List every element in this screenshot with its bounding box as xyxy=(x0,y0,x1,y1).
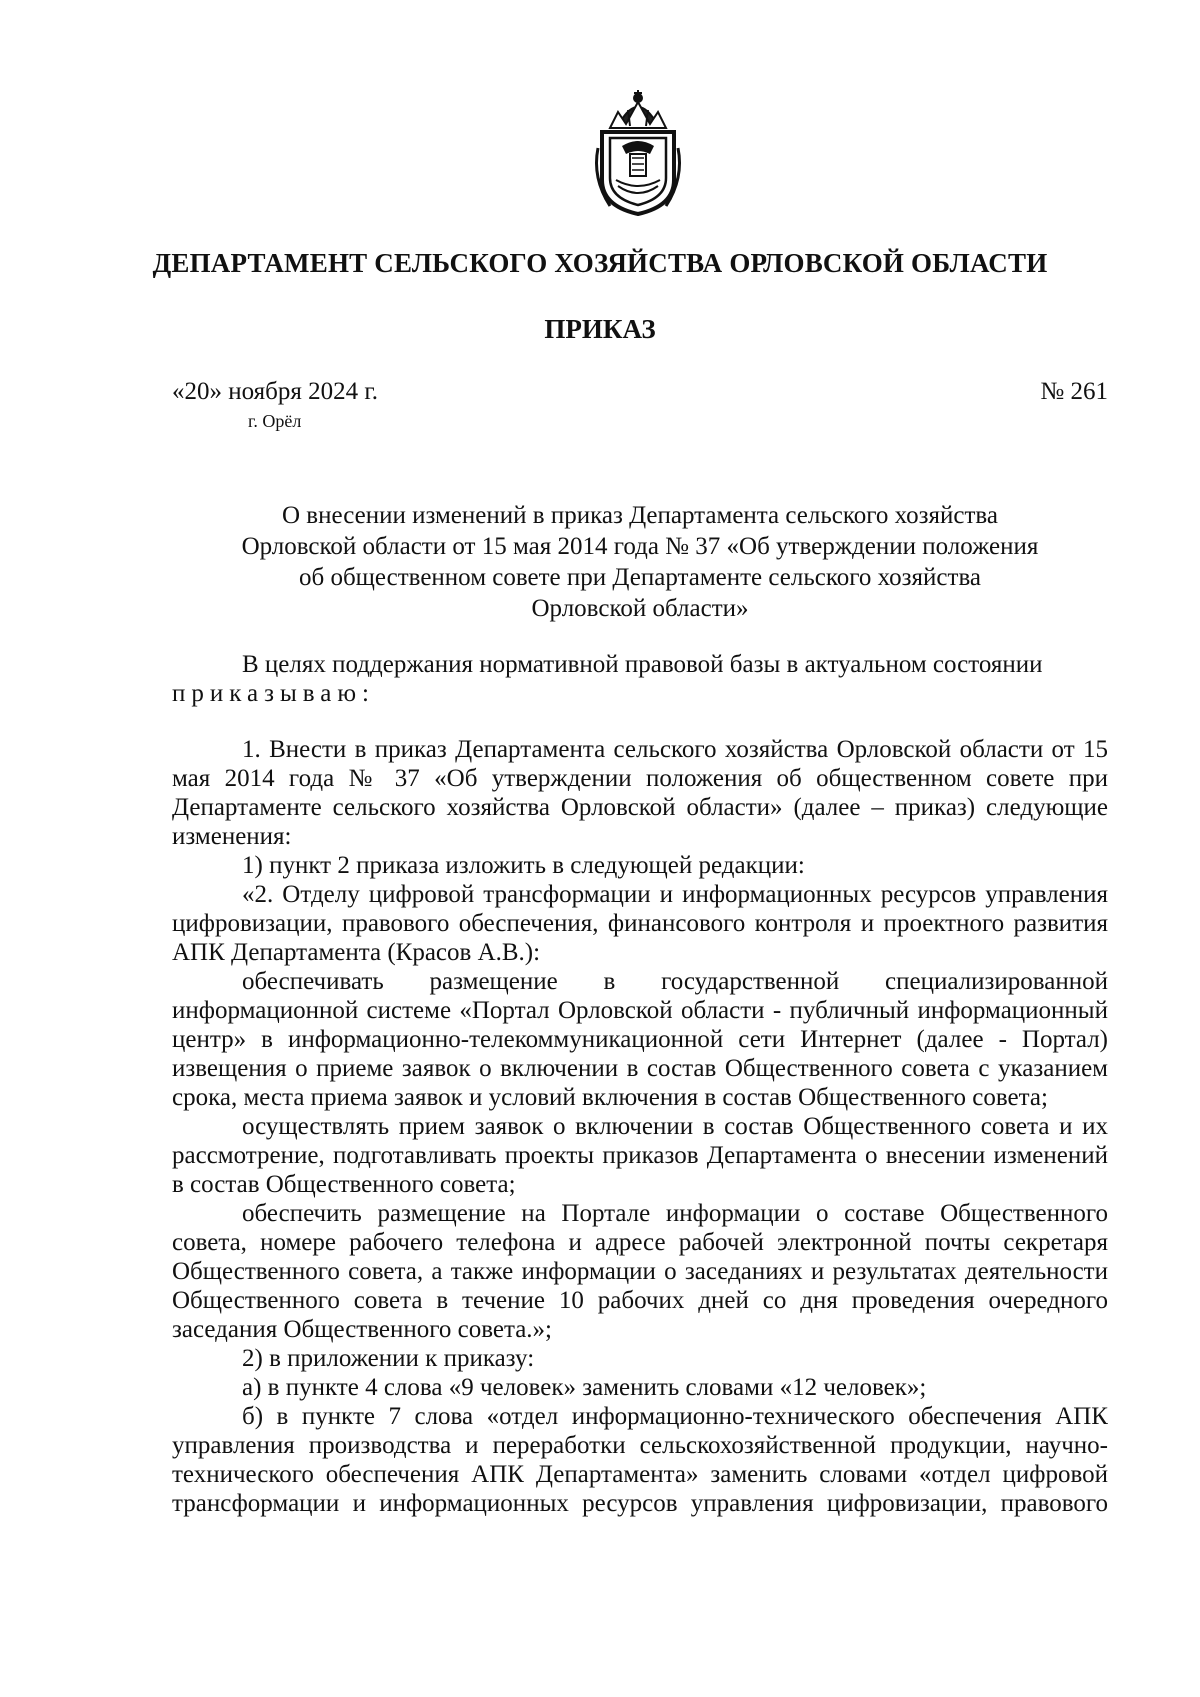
coat-of-arms-icon xyxy=(588,88,688,218)
item-1: 1. Внести в приказ Департамента сельского хозяйства Орловской области от 15 мая 2014 года № 37 «Об утверждении положения об общественном совете при Департаменте сельского хозяйства Орловской области» (далее – приказ) следующие изменения: xyxy=(172,736,1108,850)
order-number: № 261 xyxy=(1040,378,1108,405)
item-1-1-text: «2. Отделу цифровой трансформации и информационных ресурсов управления цифровизации, правового обеспечения, финансового контроля и проектного развития АПК Департамента (Красов А.В.): xyxy=(172,881,1108,966)
decree-word: приказываю: xyxy=(172,680,375,707)
order-body xyxy=(172,650,1108,1518)
item-1-2-a: а) в пункте 4 слова «9 человек» заменить словами «12 человек»; xyxy=(242,1374,927,1401)
subject-line: Орловской области от 15 мая 2014 года № 37 «Об утверждении положения xyxy=(241,533,1039,560)
order-date: «20» ноября 2024 г. xyxy=(172,378,379,405)
duty-1: обеспечивать размещение в государственной специализированной информационной системе «Портал Орловской области - публичный информационный центр» в информационно-телекоммуникационной сети Интернет (далее - Портал) извещения о приеме заявок о включении в состав Общественного совета с указанием срока, места приема заявок и условий включения в состав Общественного совета; xyxy=(172,968,1108,1111)
item-1-2: 2) в приложении к приказу: xyxy=(242,1345,535,1372)
preamble: В целях поддержания нормативной правовой базы в актуальном состоянии xyxy=(242,651,1043,678)
duty-3: обеспечить размещение на Портале информации о составе Общественного совета, номере рабочего телефона и адресе рабочей электронной почты секретаря Общественного совета, а также информации о заседаниях и результатах деятельности Общественного совета в течение 10 рабочих дней со дня проведения очередного заседания Общественного совета.»; xyxy=(172,1200,1108,1343)
order-subject xyxy=(172,500,1108,624)
order-title: ПРИКАЗ xyxy=(544,314,656,344)
subject-line: О внесении изменений в приказ Департамента сельского хозяйства xyxy=(282,502,998,529)
item-1-1: 1) пункт 2 приказа изложить в следующей редакции: xyxy=(242,852,805,879)
subject-line: Орловской области» xyxy=(531,595,749,622)
subject-line: об общественном совете при Департаменте сельского хозяйства xyxy=(298,564,982,591)
department-name: ДЕПАРТАМЕНТ СЕЛЬСКОГО ХОЗЯЙСТВА ОРЛОВСКОЙ ОБЛАСТИ xyxy=(152,248,1048,278)
duty-2: осуществлять прием заявок о включении в состав Общественного совета и их рассмотрение, подготавливать проекты приказов Департамента о внесении изменений в состав Общественного совета; xyxy=(172,1113,1108,1198)
item-1-2-b: б) в пункте 7 слова «отдел информационно-технического обеспечения АПК управления производства и переработки сельскохозяйственной продукции, научно-технического обеспечения АПК Департамента» заменить словами «отдел цифровой трансформации и информационных ресурсов управления цифровизации, правового xyxy=(172,1403,1108,1517)
order-city: г. Орёл xyxy=(248,411,302,431)
